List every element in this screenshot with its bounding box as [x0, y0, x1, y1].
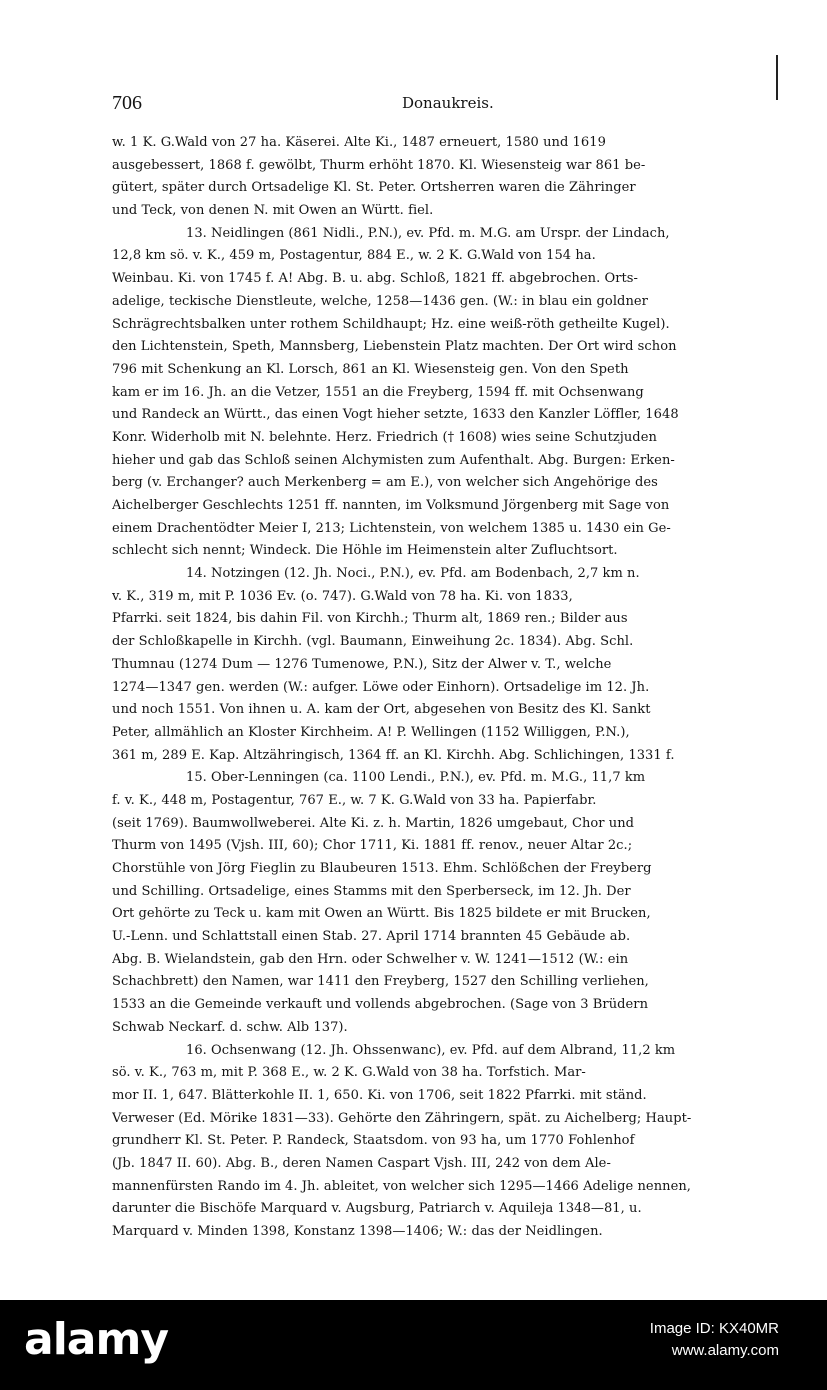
text-line: Peter, allmählich an Kloster Kirchheim. A! P. Wellingen (1152 Williggen, P.N.),	[112, 724, 630, 740]
text-line: adelige, teckische Dienstleute, welche, 1258—1436 gen. (W.: in blau ein goldner	[112, 293, 648, 309]
body-text	[112, 132, 780, 1244]
entry-heading-line: 13. Neidlingen (861 Nidli., P.N.), ev. Pfd. m. M.G. am Urspr. der Lindach,	[186, 225, 670, 241]
text-line: Schachbrett) den Namen, war 1411 den Freyberg, 1527 den Schilling verliehen,	[112, 974, 649, 990]
text-line: Pfarrki. seit 1824, bis dahin Fil. von Kirchh.; Thurm alt, 1869 ren.; Bilder aus	[112, 611, 628, 627]
text-line: Schwab Neckarf. d. schw. Alb 137).	[112, 1019, 348, 1035]
entry-heading-line: 16. Ochsenwang (12. Jh. Ohssenwanc), ev. Pfd. auf dem Albrand, 11,2 km	[186, 1042, 676, 1058]
text-line: 12,8 km sö. v. K., 459 m, Postagentur, 884 E., w. 2 K. G.Wald von 154 ha.	[112, 248, 596, 264]
text-line: der Schloßkapelle in Kirchh. (vgl. Baumann, Einweihung 2c. 1834). Abg. Schl.	[112, 634, 634, 650]
text-line: hieher und gab das Schloß seinen Alchymisten zum Aufenthalt. Abg. Burgen: Erken-	[112, 452, 675, 468]
text-line: Thurm von 1495 (Vjsh. III, 60); Chor 1711, Ki. 1881 ff. renov., neuer Altar 2c.;	[112, 838, 633, 854]
text-line: Schrägrechtsbalken unter rothem Schildhaupt; Hz. eine weiß-röth getheilte Kugel).	[112, 316, 670, 332]
text-line: sö. v. K., 763 m, mit P. 368 E., w. 2 K. G.Wald von 38 ha. Torfstich. Mar-	[112, 1065, 586, 1081]
text-line: gütert, später durch Ortsadelige Kl. St. Peter. Ortsherren waren die Zähringer	[112, 180, 636, 196]
text-line: den Lichtenstein, Speth, Mannsberg, Liebenstein Platz machten. Der Ort wird schon	[112, 339, 677, 355]
text-line: U.-Lenn. und Schlattstall einen Stab. 27. April 1714 brannten 45 Gebäude ab.	[112, 929, 631, 945]
text-line: v. K., 319 m, mit P. 1036 Ev. (o. 747). G.Wald von 78 ha. Ki. von 1833,	[112, 588, 573, 604]
text-line: 796 mit Schenkung an Kl. Lorsch, 861 an Kl. Wiesensteig gen. Von den Speth	[112, 361, 629, 377]
text-line: Ort gehörte zu Teck u. kam mit Owen an Württ. Bis 1825 bildete er mit Brucken,	[112, 906, 651, 922]
text-line: darunter die Bischöfe Marquard v. Augsburg, Patriarch v. Aquileja 1348—81, u.	[112, 1201, 642, 1217]
page-number: 706	[112, 92, 142, 114]
text-line: und noch 1551. Von ihnen u. A. kam der Ort, abgesehen von Besitz des Kl. Sankt	[112, 702, 651, 718]
text-line: und Randeck an Württ., das einen Vogt hieher setzte, 1633 den Kanzler Löffler, 1648	[112, 407, 679, 423]
entry-heading-line: 15. Ober-Lenningen (ca. 1100 Lendi., P.N.), ev. Pfd. m. M.G., 11,7 km	[186, 770, 646, 786]
text-line: f. v. K., 448 m, Postagentur, 767 E., w. 7 K. G.Wald von 33 ha. Papierfabr.	[112, 792, 597, 808]
text-line: Konr. Widerholb mit N. belehnte. Herz. Friedrich († 1608) wies seine Schutzjuden	[112, 429, 657, 445]
text-line: mor II. 1, 647. Blätterkohle II. 1, 650. Ki. von 1706, seit 1822 Pfarrki. mit ständ.	[112, 1087, 647, 1103]
text-line: Weinbau. Ki. von 1745 f. A! Abg. B. u. abg. Schloß, 1821 ff. abgebrochen. Orts-	[112, 271, 638, 287]
text-line: Aichelberger Geschlechts 1251 ff. nannten, im Volksmund Jörgenberg mit Sage von	[112, 498, 670, 513]
entry-heading-line: 14. Notzingen (12. Jh. Noci., P.N.), ev. Pfd. am Bodenbach, 2,7 km n.	[186, 566, 640, 582]
watermark-bar	[0, 1300, 827, 1390]
text-line: Verweser (Ed. Mörike 1831—33). Gehörte den Zähringern, spät. zu Aichelberg; Haupt-	[112, 1110, 692, 1126]
text-line: 361 m, 289 E. Kap. Altzähringisch, 1364 ff. an Kl. Kirchh. Abg. Schlichingen, 1331 f.	[112, 747, 675, 763]
text-line: Thumnau (1274 Dum — 1276 Tumenowe, P.N.), Sitz der Alwer v. T., welche	[112, 656, 612, 672]
text-line: ausgebessert, 1868 f. gewölbt, Thurm erhöht 1870. Kl. Wiesensteig war 861 be-	[112, 157, 646, 173]
text-line: mannenfürsten Rando im 4. Jh. ableitet, von welcher sich 1295—1466 Adelige nennen,	[112, 1178, 691, 1194]
image-url: www.alamy.com	[671, 1342, 779, 1359]
text-line: und Schilling. Ortsadelige, eines Stamms mit den Sperberseck, im 12. Jh. Der	[112, 883, 631, 899]
text-line: (seit 1769). Baumwollweberei. Alte Ki. z. h. Martin, 1826 umgebaut, Chor und	[112, 815, 635, 831]
text-line: einem Drachentödter Meier I, 213; Lichtenstein, von welchem 1385 u. 1430 ein Ge-	[112, 520, 671, 536]
text-line: kam er im 16. Jh. an die Vetzer, 1551 an die Freyberg, 1594 ff. mit Ochsenwang	[112, 384, 644, 400]
text-line: Abg. B. Wielandstein, gab den Hrn. oder Schwelher v. W. 1241—1512 (W.: ein	[112, 951, 629, 967]
text-line: 1533 an die Gemeinde verkauft und vollends abgebrochen. (Sage von 3 Brüdern	[112, 997, 649, 1013]
text-line: berg (v. Erchanger? auch Merkenberg = am E.), von welcher sich Angehörige des	[112, 475, 658, 491]
page-header	[112, 92, 732, 120]
text-line: Marquard v. Minden 1398, Konstanz 1398—1406; W.: das der Neidlingen.	[112, 1224, 603, 1239]
text-line: (Jb. 1847 II. 60). Abg. B., deren Namen Caspart Vjsh. III, 242 von dem Ale-	[112, 1155, 611, 1171]
running-head: Donaukreis.	[402, 94, 494, 112]
margin-mark	[776, 55, 778, 100]
text-line: 1274—1347 gen. werden (W.: aufger. Löwe oder Einhorn). Ortsadelige im 12. Jh.	[112, 679, 650, 695]
text-line: grundherr Kl. St. Peter. P. Randeck, Staatsdom. von 93 ha, um 1770 Fohlenhof	[112, 1133, 635, 1149]
text-line: w. 1 K. G.Wald von 27 ha. Käserei. Alte Ki., 1487 erneuert, 1580 und 1619	[112, 135, 606, 150]
alamy-logo: alamy	[24, 1314, 168, 1365]
text-line: und Teck, von denen N. mit Owen an Württ. fiel.	[112, 203, 434, 219]
text-line: schlecht sich nennt; Windeck. Die Höhle im Heimenstein alter Zufluchtsort.	[112, 543, 618, 559]
image-id: Image ID: KX40MR	[649, 1320, 779, 1337]
text-line: Chorstühle von Jörg Fieglin zu Blaubeuren 1513. Ehm. Schlößchen der Freyberg	[112, 861, 652, 876]
